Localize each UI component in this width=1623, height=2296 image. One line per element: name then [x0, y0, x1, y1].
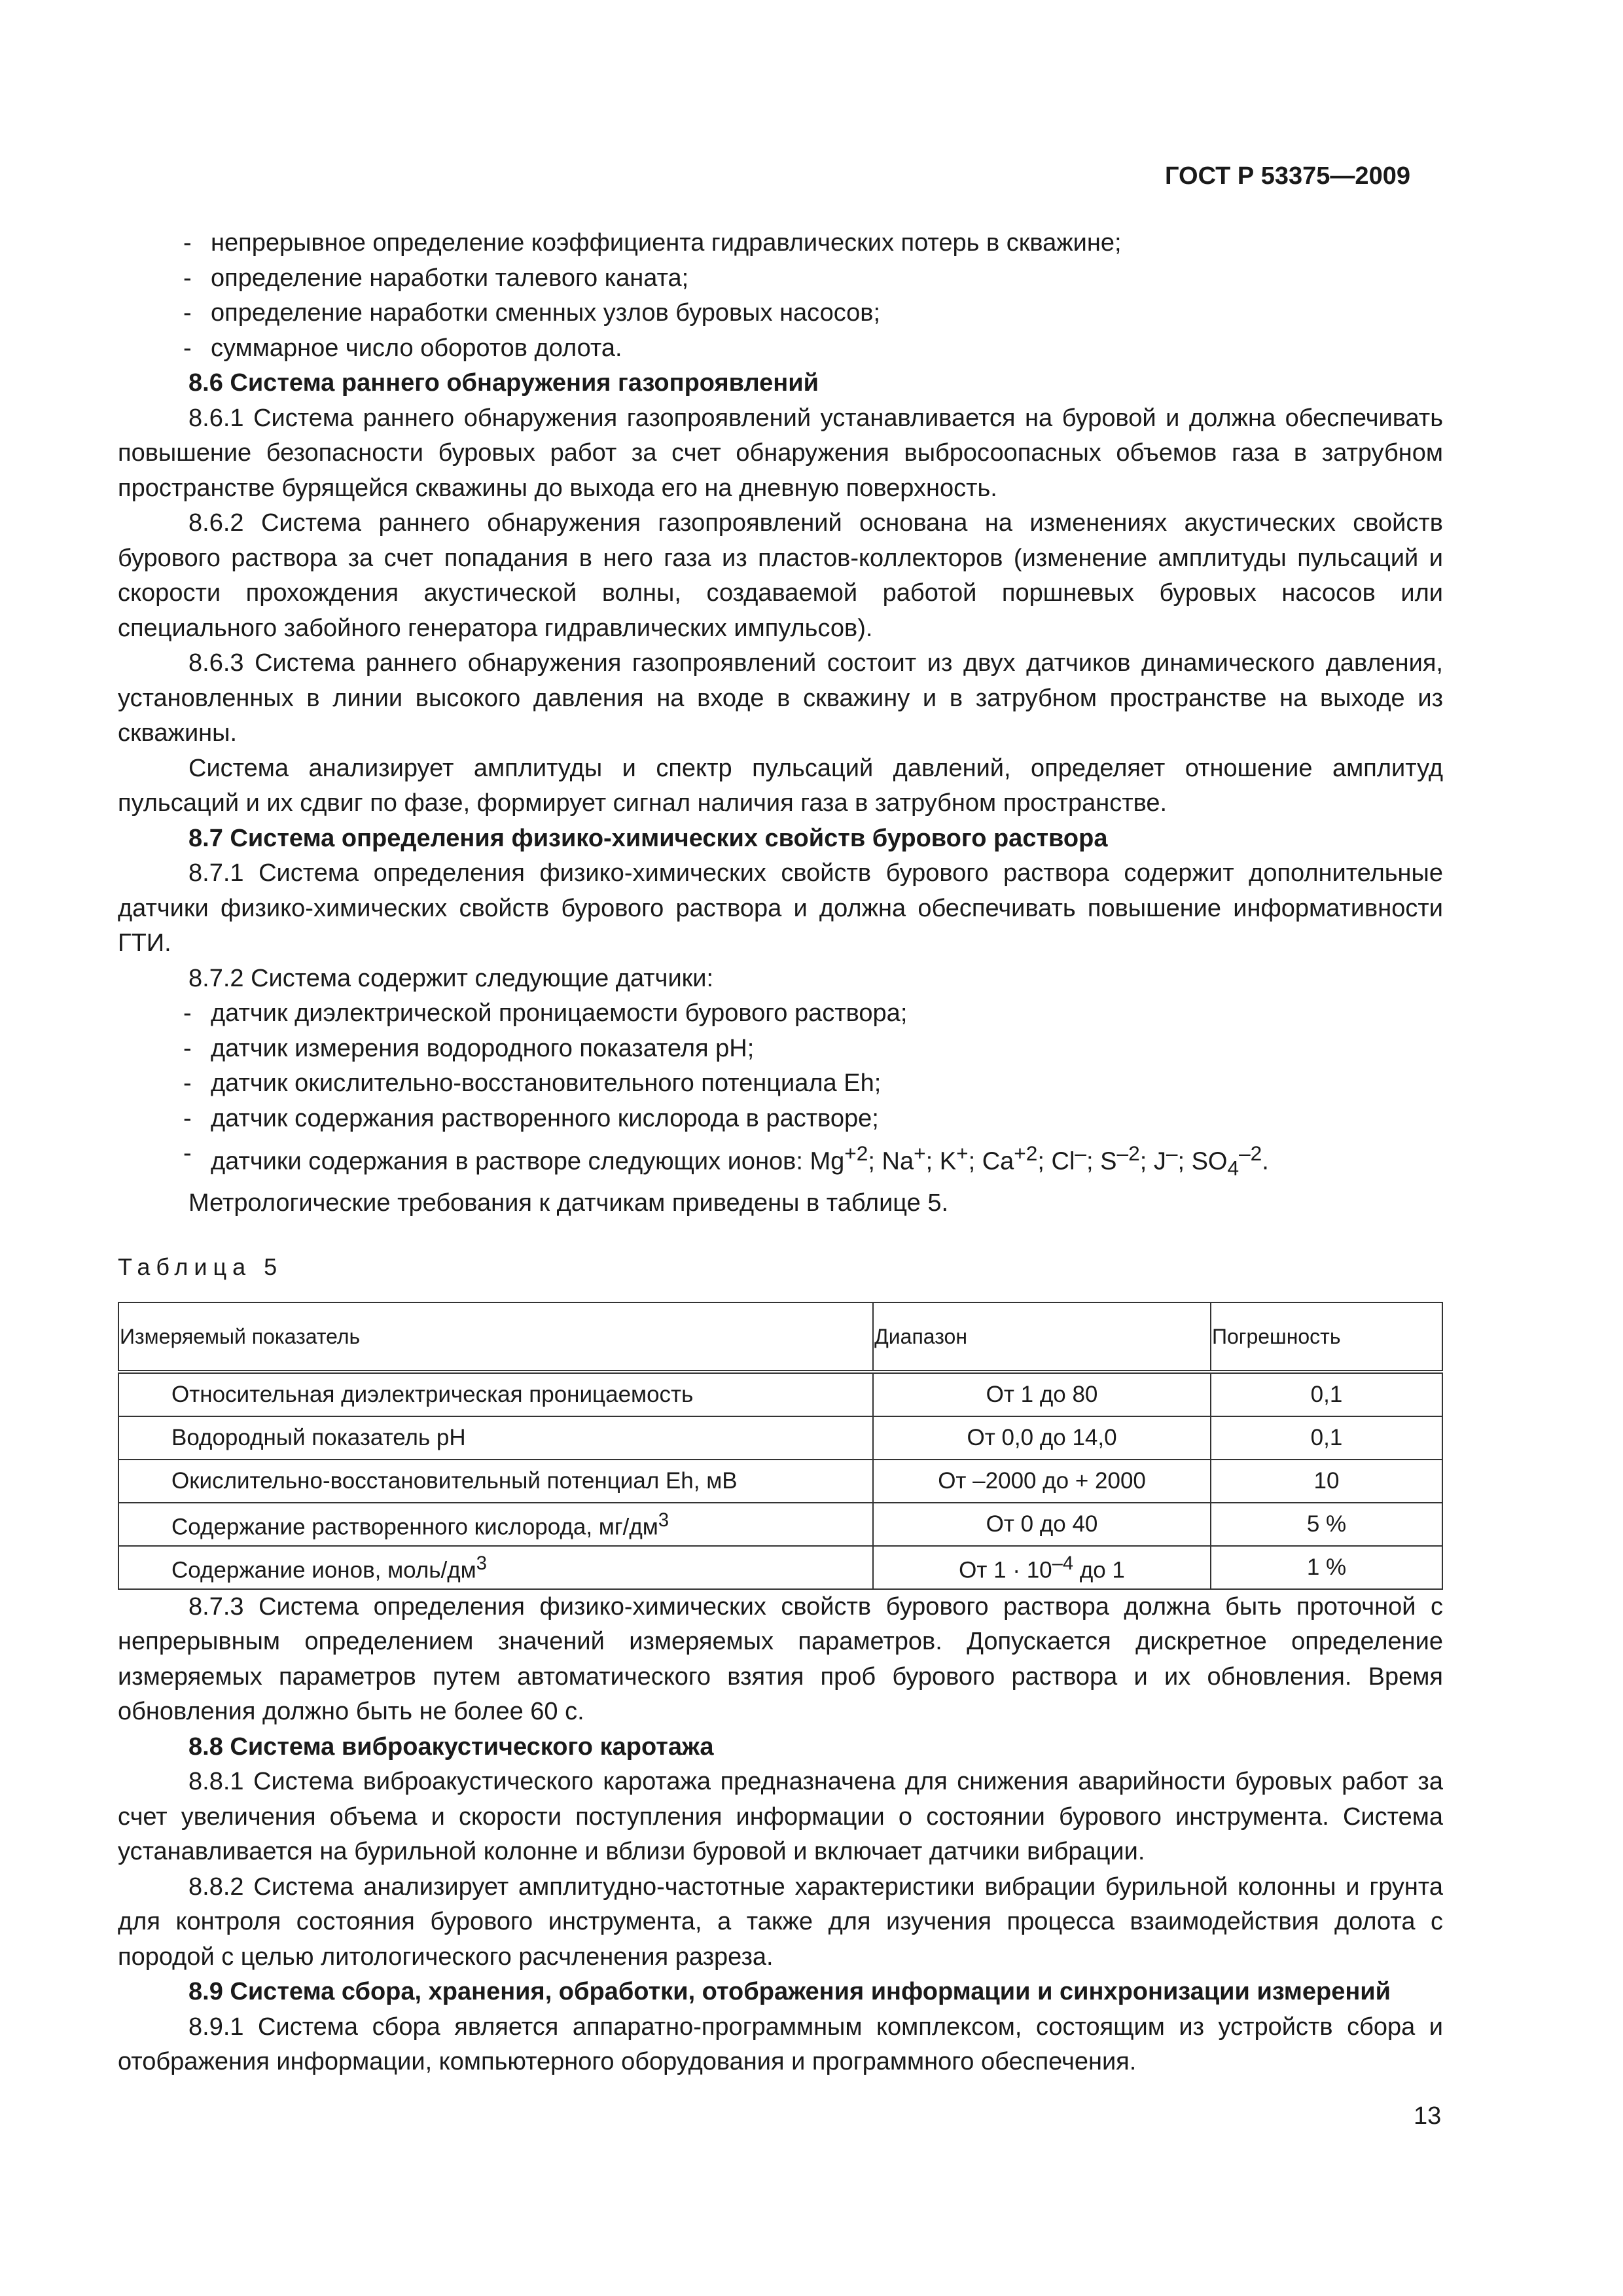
- metrology-table: [118, 1302, 1443, 1590]
- section-heading-8-8: 8.8 Система виброакустического каротажа: [188, 1732, 714, 1761]
- list-item: - определение наработки талевого каната;: [183, 264, 689, 292]
- paragraph-8-7-3: 8.7.3 Система определения физико-химических свойств бурового раствора должна быть проточной с непрерывным определением значений измеряемых параметров. Допускается дискретное определение измеряемых параметров путем автоматического взятия проб бурового раствора и их обновления. Время обновления должно быть не более 60 с.: [118, 1592, 1443, 1726]
- paragraph-8-8-1: 8.8.1 Система виброакустического каротажа предназначена для снижения аварийности буровых работ за счет увеличения объема и скорости поступления информации о состоянии бурового инструмента. Система устанавливается на бурильной колонне и вблизи буровой и включает датчики вибрации.: [118, 1768, 1443, 1866]
- list-item: - определение наработки сменных узлов буровых насосов;: [183, 299, 881, 327]
- paragraph-8-6-3: 8.6.3 Система раннего обнаружения газопроявлений состоит из двух датчиков динамического давления, установленных в линии высокого давления на входе в скважину и в затрубном пространстве на выходе из скважины.: [118, 649, 1443, 747]
- table-header-row: [118, 1302, 1442, 1372]
- list-item: - датчик содержания растворенного кислорода в растворе;: [183, 1104, 879, 1132]
- list-item: - непрерывное определение коэффициента гидравлических потерь в скважине;: [183, 229, 1122, 257]
- paragraph-table-reference: Метрологические требования к датчикам приведены в таблице 5.: [188, 1189, 949, 1217]
- paragraph-8-9-1: 8.9.1 Система сбора является аппаратно-программным комплексом, состоящим из устройств сбора и отображения информации, компьютерного оборудования и программного обеспечения.: [118, 2013, 1443, 2076]
- table-row: Содержание ионов, моль/$дм^3$ От $1 \cdot 10^{-4}$ до 1 1 %: [118, 1546, 1442, 1589]
- list-item-ions: - датчики содержания в растворе следующих ионов: $Mg^{+2}$; Na+; K+; $Ca^{+2}$; Cl–; $S^{-2}$; J–; $SO_4^{-2}$.: [183, 1139, 1269, 1180]
- column-header: Погрешность: [1211, 1302, 1442, 1372]
- column-header: Диапазон: [873, 1302, 1211, 1372]
- paragraph-8-7-2: 8.7.2 Система содержит следующие датчики:: [188, 964, 714, 992]
- paragraph-8-8-2: 8.8.2 Система анализирует амплитудно-частотные характеристики вибрации бурильной колонны и грунта для контроля состояния бурового инструмента, а также для изучения процесса взаимодействия долота с породой с целью литологического расчленения разреза.: [118, 1873, 1443, 1971]
- paragraph-8-6-1: 8.6.1 Система раннего обнаружения газопроявлений устанавливается на буровой и должна обеспечивать повышение безопасности буровых работ за счет обнаружения выбросоопасных объемов газа в затрубном пространстве бурящейся скважины до выхода его на дневную поверхность.: [118, 404, 1443, 502]
- paragraph-8-7-1: 8.7.1 Система определения физико-химических свойств бурового раствора содержит дополнительные датчики физико-химических свойств бурового раствора и должна обеспечивать повышение информативности ГТИ.: [118, 859, 1443, 957]
- paragraph-8-6-2: 8.6.2 Система раннего обнаружения газопроявлений основана на изменениях акустических свойств бурового раствора за счет попадания в него газа из пластов-коллекторов (изменение амплитуды пульсаций и скорости прохождения акустической волны, создаваемой работой поршневых буровых насосов или специального забойного генератора гидравлических импульсов).: [118, 509, 1443, 642]
- paragraph-8-6-analysis: Система анализирует амплитуды и спектр пульсаций давлений, определяет отношение амплитуд пульсаций и их сдвиг по фазе, формирует сигнал наличия газа в затрубном пространстве.: [118, 754, 1443, 817]
- section-heading-8-7: 8.7 Система определения физико-химических свойств бурового раствора: [188, 824, 1108, 852]
- list-item: - датчик окислительно-восстановительного потенциала Eh;: [183, 1069, 882, 1097]
- table-row: Водородный показатель pH От 0,0 до 14,0 0,1: [118, 1416, 1442, 1460]
- document-code-header: ГОСТ Р 53375—2009: [1165, 162, 1410, 190]
- table-row: Относительная диэлектрическая проницаемость От 1 до 80 0,1: [118, 1372, 1442, 1416]
- list-item: - суммарное число оборотов долота.: [183, 334, 622, 362]
- section-heading-8-6: 8.6 Система раннего обнаружения газопроявлений: [188, 369, 819, 397]
- section-heading-8-9: 8.9 Система сбора, хранения, обработки, отображения информации и синхронизации измерений: [188, 1978, 1391, 2006]
- table-row: Окислительно-восстановительный потенциал Eh, мВ От –2000 до + 2000 10: [118, 1460, 1442, 1503]
- document-body: [118, 226, 1443, 2080]
- list-item: - датчик диэлектрической проницаемости бурового раствора;: [183, 999, 908, 1027]
- page-number: 13: [1414, 2102, 1442, 2130]
- table-caption: Таблица 5: [118, 1253, 283, 1281]
- column-header: Измеряемый показатель: [118, 1302, 873, 1372]
- list-item: - датчик измерения водородного показателя pH;: [183, 1034, 755, 1062]
- table-row: Содержание растворенного кислорода, $мг/дм^3$ От 0 до 40 5 %: [118, 1503, 1442, 1546]
